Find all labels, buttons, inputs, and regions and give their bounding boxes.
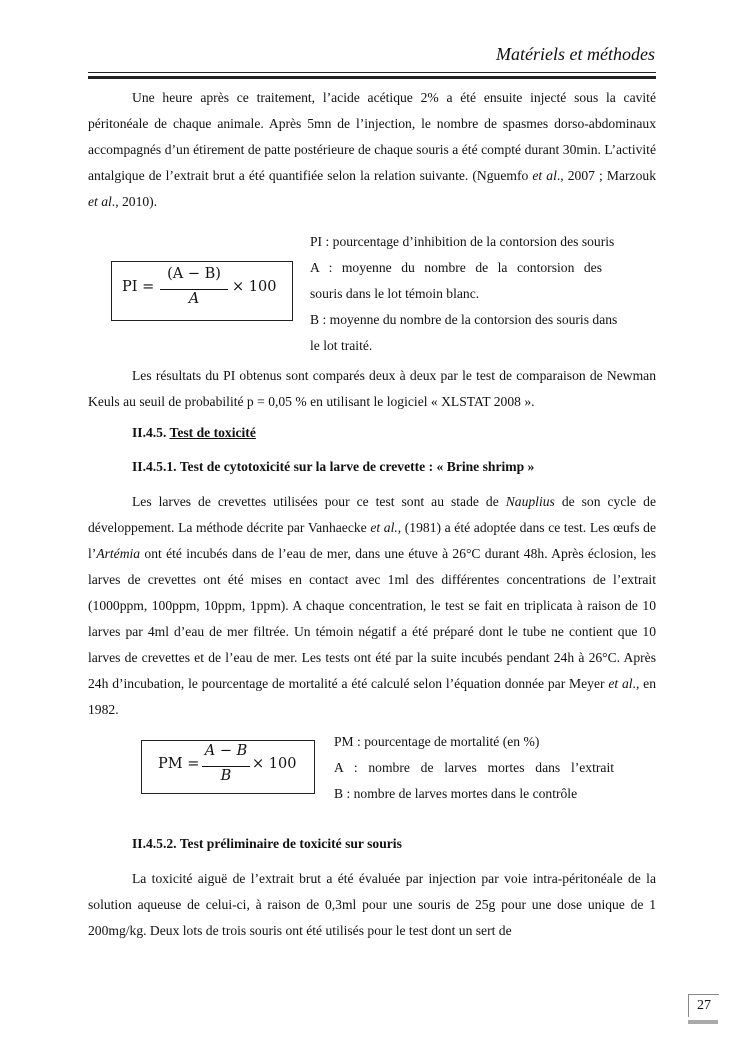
page-number: 27 [688, 994, 719, 1017]
legend-pi-line-3: souris dans le lot témoin blanc. [310, 286, 480, 301]
header-rule-thick [88, 76, 656, 79]
paragraph-4: La toxicité aiguë de l’extrait brut a été évaluée par injection par voie intra-péritonéale de la solution aqueuse de celui-ci, à raison de 0,3ml pour une souris de 25g pour une dose unique de 1 200mg/kg. Deux lots de trois souris ont été utilisés pour le test dont un sert de [88, 871, 656, 938]
formula-pm-lhs: PM = [158, 756, 200, 772]
formula-pm-rhs: × 100 [252, 756, 297, 772]
heading-2-4-5-2: II.4.5.2. Test préliminaire de toxicité sur souris [132, 836, 402, 851]
legend-pm-line-3: B : nombre de larves mortes dans le contrôle [334, 786, 578, 801]
legend-pi-line-4: B : moyenne du nombre de la contorsion des souris dans [310, 312, 618, 327]
legend-pi-line-2: A : moyenne du nombre de la contorsion des [310, 260, 602, 275]
legend-pi-line-1: PI : pourcentage d’inhibition de la contorsion des souris [310, 234, 615, 249]
formula-pm-numerator: A − B [204, 743, 248, 759]
formula-pi-box [111, 261, 293, 321]
heading-2-4-5-1: II.4.5.1. Test de cytotoxicité sur la larve de crevette : « Brine shrimp » [132, 459, 535, 474]
paragraph-3: Les larves de crevettes utilisées pour ce test sont au stade de Nauplius de son cycle de développement. La méthode décrite par Vanhaecke et al., (1981) a été adoptée dans ce test. Les œufs de l’Artémia ont été incubés dans de l’eau de mer, dans une étuve à 26°C durant 48h. Après éclosion, les larves de crevettes ont été mises en contact avec 1ml des différentes concentrations de l’extrait (1000ppm, 100ppm, 10ppm, 1ppm). A chaque concentration, le test se fait en triplicata à raison de 10 larves par 4ml d’eau de mer filtrée. Un témoin négatif a été préparé dont le tube ne contient que 10 larves de crevettes et de l’eau de mer. Les tests ont été par la suite incubés pendant 24h à 26°C. Après 24h d’incubation, le pourcentage de mortalité a été calculé selon l’équation donnée par Meyer et al., en 1982. [88, 494, 656, 717]
heading-2-4-5: II.4.5. Test de toxicité [132, 425, 256, 440]
legend-pm-line-1: PM : pourcentage de mortalité (en %) [334, 734, 540, 749]
legend-pi-line-5: le lot traité. [310, 338, 373, 353]
formula-pi-rhs: × 100 [232, 279, 277, 295]
formula-pi-denominator: A [188, 291, 200, 307]
paragraph-2: Les résultats du PI obtenus sont comparés deux à deux par le test de comparaison de Newman Keuls au seuil de probabilité p = 0,05 % en utilisant le logiciel « XLSTAT 2008 ». [88, 368, 656, 409]
legend-pm-line-2: A : nombre de larves mortes dans l’extrait [334, 760, 614, 775]
formula-pi-fraction-bar [160, 289, 228, 290]
page-header-title: Matériels et méthodes [496, 44, 655, 64]
page-number-bar [688, 1020, 718, 1024]
formula-pm-fraction-bar [202, 766, 250, 767]
header-rule-thin [88, 72, 656, 73]
legend-pi [310, 229, 656, 359]
legend-pm [334, 729, 614, 807]
formula-pi-numerator: (A − B) [167, 266, 221, 282]
formula-pm-box [141, 740, 315, 794]
paragraph-1: Une heure après ce traitement, l’acide acétique 2% a été ensuite injecté sous la cavité péritonéale de chaque animale. Après 5mn de l’injection, le nombre de spasmes dorso-abdominaux accompagnés d’un étirement de patte postérieure de chaque souris a été compté durant 30min. L’activité antalgique de l’extrait brut a été quantifiée selon la relation suivante. (Nguemfo et al., 2007 ; Marzouk et al., 2010). [88, 90, 656, 209]
formula-pi-lhs: PI = [122, 279, 155, 295]
formula-pm-denominator: B [220, 768, 232, 784]
